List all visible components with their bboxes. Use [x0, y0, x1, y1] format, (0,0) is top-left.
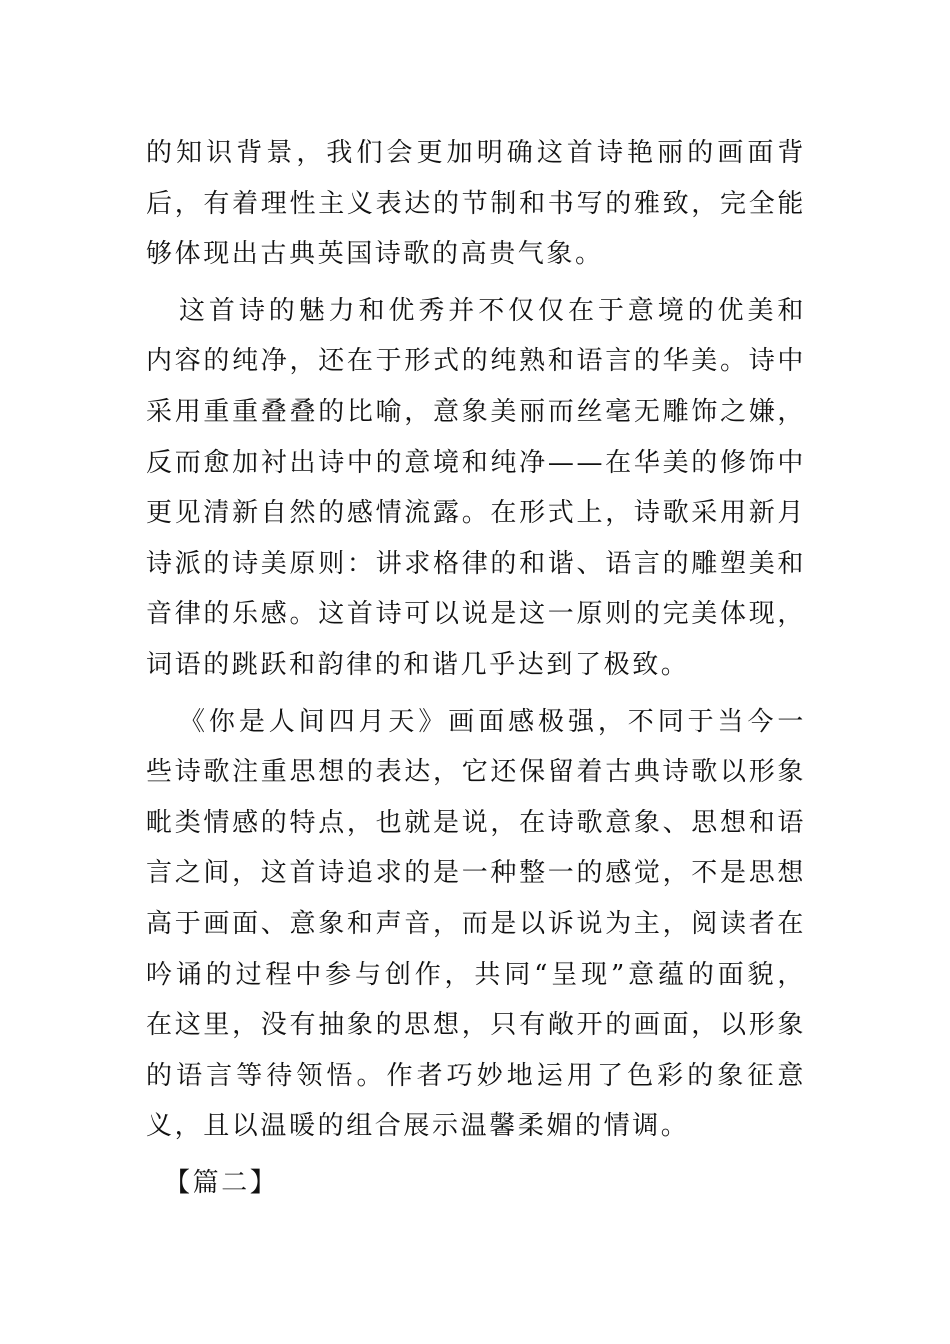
document-body — [146, 128, 806, 1208]
paragraph-poem-imagery: 《你是人间四月天》画面感极强，不同于当今一些诗歌注重思想的表达，它还保留着古典诗歌以形象毗类情感的特点，也就是说，在诗歌意象、思想和语言之间，这首诗追求的是一种整一的感觉，不是思想高于画面、意象和声音，而是以诉说为主，阅读者在吟诵的过程中参与创作，共同“呈现”意蕴的面貌，在这里，没有抽象的思想，只有敞开的画面，以形象的语言等待领悟。作者巧妙地运用了色彩的象征意义，且以温暖的组合展示温馨柔媚的情调。 — [146, 706, 806, 1142]
paragraph-poem-form: 这首诗的魅力和优秀并不仅仅在于意境的优美和内容的纯净，还在于形式的纯熟和语言的华美。诗中采用重重叠叠的比喻，意象美丽而丝毫无雕饰之嫌，反而愈加衬出诗中的意境和纯净——在华美的修饰中更见清新自然的感情流露。在形式上，诗歌采用新月诗派的诗美原则：讲求格律的和谐、语言的雕塑美和音律的乐感。这首诗可以说是这一原则的完美体现，词语的跳跃和韵律的和谐几乎达到了极致。 — [146, 295, 806, 680]
section-heading: 【篇二】 — [164, 1167, 279, 1198]
paragraph-continuation: 的知识背景，我们会更加明确这首诗艳丽的画面背后，有着理性主义表达的节制和书写的雅致，完全能够体现出古典英国诗歌的高贵气象。 — [146, 138, 806, 270]
